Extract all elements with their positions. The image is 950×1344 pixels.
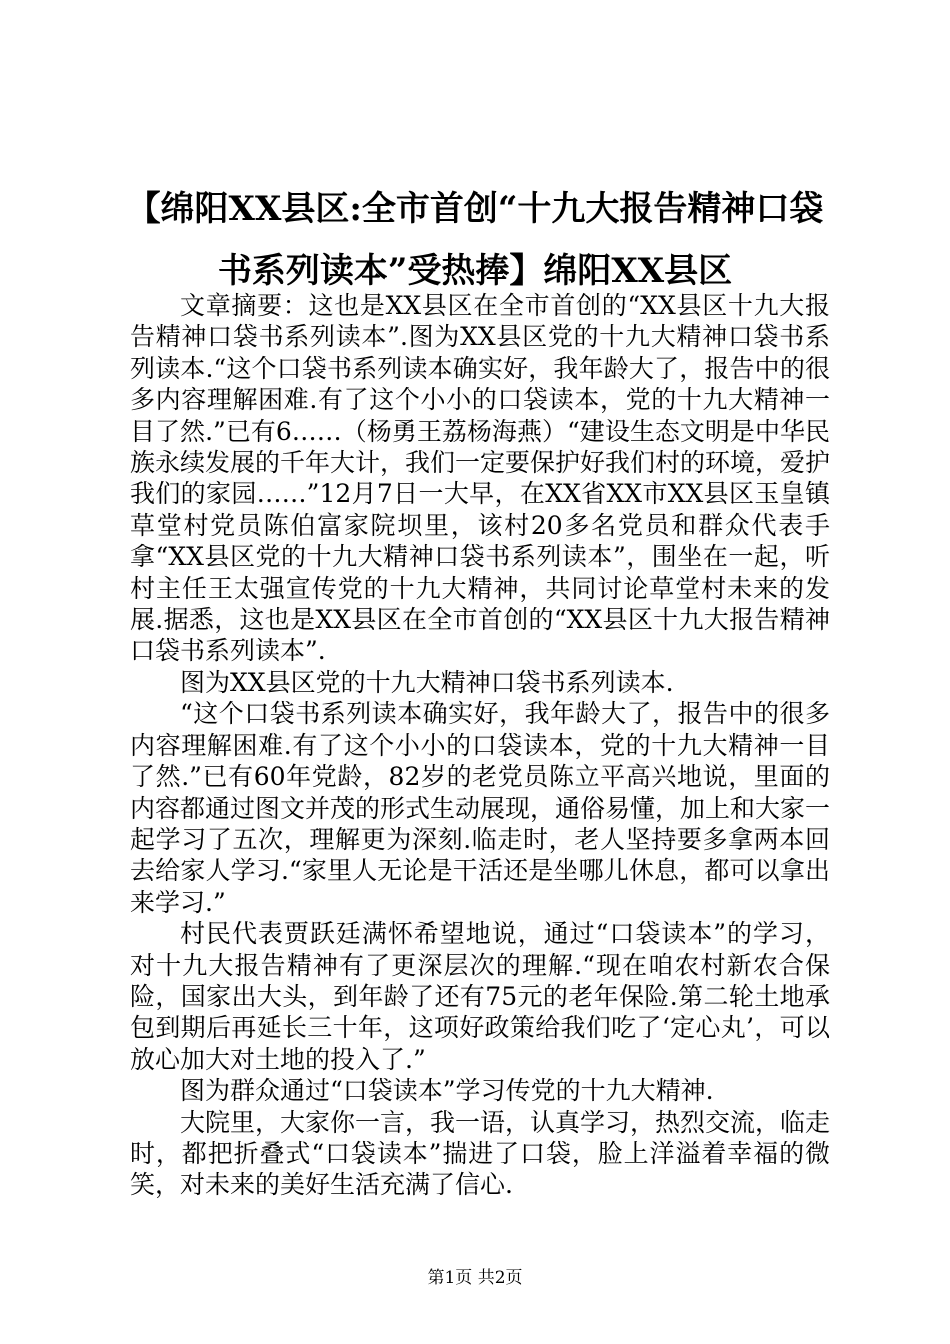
paragraph-villager-rep: 村民代表贾跃廷满怀希望地说，通过“口袋读本”的学习，对十九大报告精神有了更深层次的理解.“现在咱农村新农合保险，国家出大头，到年龄了还有75元的老年保险.第二轮土地承包到期后再延长三十年，这项好政策给我们吃了‘定心丸’，可以放心加大对土地的投入了.” <box>130 919 830 1074</box>
paragraph-closing: 大院里，大家你一言，我一语，认真学习，热烈交流，临走时，都把折叠式“口袋读本”揣进了口袋，脸上洋溢着幸福的微笑，对未来的美好生活充满了信心. <box>130 1107 831 1200</box>
paragraph-quote-elder: “这个口袋书系列读本确实好，我年龄大了，报告中的很多内容理解困难.有了这个小小的口袋读本，党的十九大精神一目了然.”已有60年党龄，82岁的老党员陈立平高兴地说，里面的内容都通过图文并茂的形式生动展现，通俗易懂，加上和大家一起学习了五次，理解更为深刻.临走时，老人坚持要多拿两本回去给家人学习.“家里人无论是干活还是坐哪儿休息，都可以拿出来学习.” <box>130 699 831 917</box>
paragraph-abstract: 文章摘要：这也是XX县区在全市首创的“XX县区十九大报告精神口袋书系列读本”.图为XX县区党的十九大精神口袋书系列读本.“这个口袋书系列读本确实好，我年龄大了，报告中的很多内容理解困难.有了这个小小的口袋读本，党的十九大精神一目了然.”已有6……（杨勇王荔杨海燕）“建设生态文明是中华民族永续发展的千年大计，我们一定要保护好我们村的环境，爱护我们的家园……”12月7日一大早，在XX省XX市XX县区玉皇镇草堂村党员陈伯富家院坝里，该村20多名党员和群众代表手拿“XX县区党的十九大精神口袋书系列读本”，围坐在一起，听村主任王太强宣传党的十九大精神，共同讨论草堂村未来的发展.据悉，这也是XX县区在全市首创的“XX县区十九大报告精神口袋书系列读本”. <box>130 291 831 666</box>
document-title: 【绵阳XX县区:全市首创“十九大报告精神口袋书系列读本”受热捧】绵阳XX县区 <box>126 189 824 291</box>
page-number-footer: 第1页 共2页 <box>427 1268 523 1288</box>
document-body <box>130 290 830 1201</box>
paragraph-caption-2: 图为群众通过“口袋读本”学习传党的十九大精神. <box>180 1076 714 1106</box>
paragraph-caption-1: 图为XX县区党的十九大精神口袋书系列读本. <box>180 667 674 697</box>
